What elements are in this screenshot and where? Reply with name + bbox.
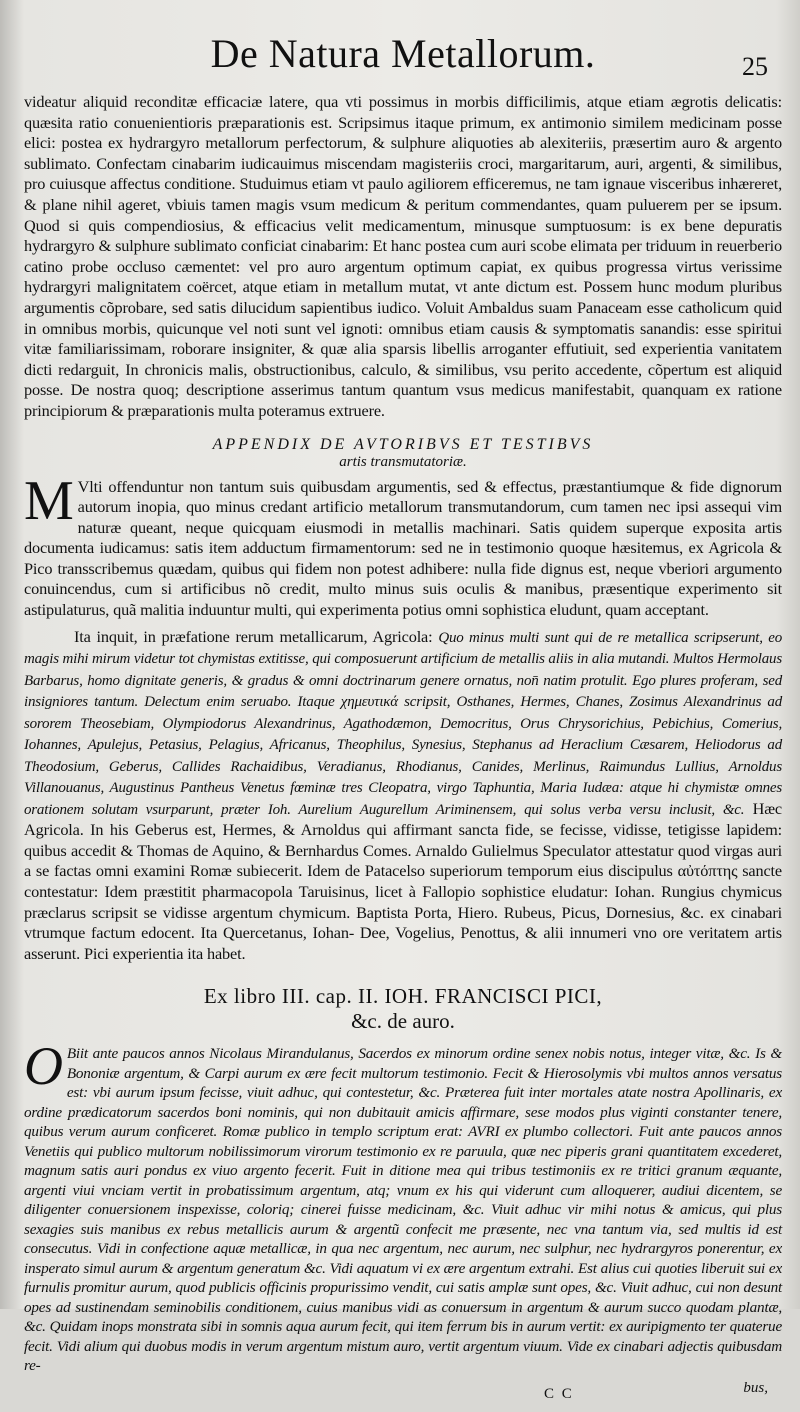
signature-mark: C C bbox=[544, 1385, 574, 1402]
drop-cap-m: M bbox=[24, 469, 74, 532]
appendix-subheading: artis transmutatoriæ. bbox=[339, 453, 467, 470]
paragraph-pico bbox=[24, 1036, 782, 1376]
paragraph-witnesses-text: Vlti offenduntur non tantum suis quibusdam argumentis, sed & effectus, præstantiumque & fide dignorum autorum inopia, quo minus credant artificio metallorum transmutandorum, cum tamen nec ipsi assequi vim naturæ queant, neque quicquam eiusmodi in metallis machinari. Satis quidem superque exposita artis documenta iudicamus: satis item adductum firmamentorum: sed ne in testimonio quoque hæsitemus, ex Agricola & Pico transscribemus quædam, quibus qui fidem non potest adhibere: nulla fide dignus est, neque vberiori argumento conuincendus, cum si artificibus nõ credit, multo minus suis oculis & manibus, præsentique experimento sit astipulaturus, quã malitia induuntur multi, qui experimenta potius omni sophistica eludunt, quam acceptant. bbox=[24, 476, 782, 620]
paragraph-witnesses bbox=[24, 469, 782, 621]
page-header bbox=[24, 0, 782, 92]
appendix-heading: APPENDIX DE AVTORIBVS ET TESTIBVS bbox=[212, 435, 594, 453]
page-footer bbox=[24, 1379, 782, 1412]
page-number: 25 bbox=[742, 52, 768, 81]
catchword: bus, bbox=[743, 1379, 768, 1396]
paragraph-agricola bbox=[24, 627, 782, 965]
paragraph-cinnabar: videatur aliquid reconditæ efficaciæ latere, qua vti possimus in morbis difficilimis, atque etiam ægrotis delicatis: quæsita ratio conuenientioris præparationis est. Scripsimus itaque primum, ex antimonio similem medicinam posse elici: postea ex hydrargyro metallorum perfectorum, & sulphure aliquoties ab alexiteriis, præsertim auro & argento sublimato. Confectam cinabarim iudicauimus miscendam magisteriis croci, margaritarum, auri, argenti, & similibus, pro cuiusque affectus conditione. Studuimus etiam vt paulo agiliorem efficeremus, ne tam ignaue visceribus inhæreret, & plane nihil ageret, vbiuis tamen magis vsum medicum & peritum commendantes, quam puluerem per se ipsum. Quod si quis compendiosius, & efficacius velit medicamentum, minusque sumptuosum: is ex bene depuratis hydrargyro & sulphure sublimato conficiat cinabarim: Et hanc postea cum auri scobe elimata per triduum in reuerberio catino probe occluso cæmentet: vel pro auro argentum optimum capiat, ex quibus progressa virtus verissime hydrargyri malignitatem coërcet, atque etiam in metallum mutat, vt ante dictum est. Possem hunc modum pluribus argumentis cõprobare, sed satis dilucidum sapientibus iudico. Voluit Ambaldus suam Panaceam esse catholicum quid in omnibus morbis, quicunque vel noti sunt vel ignoti: omnibus etiam causis & symptomatis sanandis: esse spiritui vitæ familiarissimam, roborare insigniter, & quæ alia sparsis libellis arroganter effutiuit, sed experientia vanitatem dicti redarguit, In chronicis malis, obstructionibus, calculo, & similibus, vsu perito accedente, cõpertum est aliquid posse. De nostra quoq; descriptione asserimus tantum quantum vsus medicus manifestabit, quanquam ex ratione principiorum & præparationis multa poteramus extruere. bbox=[24, 92, 782, 420]
agricola-tail: Hæc Agricola. In his Geberus est, Hermes, & Arnoldus qui affirmant sancta fide, se fecisse, vidisse, tetigisse lapidem: quibus accedit & Thomas de Aquino, & Bernhardus Comes. Arnaldo Gulielmus Speculator attestatur quod virgas auri a se factas omni examini Romæ subiecerit. Idem de Patacelso superiorum temporum eius discipulus αὐτόπτης sancte contestatur: Idem præstitit pharmacopola Taruisinus, licet à Fallopio sophistice eludatur: Iohan. Rungius chymicus præclarus scripsit se vidisse argentum chymicum. Baptista Porta, Hiero. Rubeus, Picus, Dornesius, &c. ex cinabari vtrumque factum edocent. Ita Quercetanus, Iohan- Dee, Vogelius, Penottus, & alii innumeri vno ore veritatem artis asserunt. Pici experientia ita habet. bbox=[24, 798, 782, 963]
section-subheading: &c. de auro. bbox=[351, 1009, 455, 1034]
section-heading: Ex libro III. cap. II. IOH. FRANCISCI PICI, bbox=[203, 984, 603, 1009]
paragraph-pico-text: Biit ante paucos annos Nicolaus Mirandulanus, Sacerdos ex minorum ordine senex nobis notus, integer vitæ, &c. Is & Bononiæ argentum, & Carpi aurum ex ære fecit multorum testimonio. Fecit & Hierosolymis vbi multos annos versatus est: vbi aurum ipsum fecisse, viuit adhuc, qui contestetur, &c. Præterea fuit inter mortales atate nostra Apollinaris, ex ordine prædicatorum sacerdos boni nominis, qui non dubitauit amicis affirmare, sese modos plus viginti constanter tenere, quibus verum aurum conficeret. Romæ publico in templo scriptum erat: AVRI ex plumbo collectori. Fuit ante paucos annos Venetiis qui publico multorum nobilissimorum virorum testimonio ex re paruula, quæ nec piperis grani quantitatem excederet, magnum satis auri pondus ex viuo argento fecerit. Fuit in ditione mea qui tribus testimoniis ex re tritici granum æquante, argenti viui vnciam vertit in probatissimum argentum, atq; vnum ex his qui viderunt cum alloquerer, audiui dicentem, se diligenter conuersionem inspexisse, coloriq; cinerei fuisse medicinam, &c. Viuit adhuc vir mihi notus & amicus, qui plus sexagies suis manibus ex rebus metallicis aurum & argentũ confecit me præsente, nec vna tantum via, sed multis id est consecutus. Vidi in confectione aquæ metallicæ, in qua nec argentum, nec aurum, nec sulphur, nec hydrargyros ponerentur, ex insperato simul aurum & argentum generatum &c. Vidi aquatum vi ex ære argentum extrahi. Est alius cui quoties liberuit sui ex furnulis promitur aurum, quod publicis officinis propurissimo vendit, cui satis amplæ sunt opes, &c. Viuit adhuc, cui non desunt opes ad sustinendam seminobilis conditionem, cuius manibus vidi as conuersum in argentum & aurum succo quodam plantæ, &c. Quidam inops monstrata sibi in somnis aqua aurum fecit, qui item ferrum bis in aurum vertit: ex auripigmento ter quaterue fecit. Vidi alium qui duobus modis in verum argentum mistum auro, vertit argentum viuum. Vide ex cinabari adjectis quibusdam re- bbox=[24, 1045, 782, 1375]
drop-cap-o: O bbox=[24, 1036, 63, 1097]
agricola-quote: Quo minus multi sunt qui de re metallica scripserunt, eo magis mihi mirum videtur tot chymistas extitisse, qui composuerunt artificium de metallis aliis in alia mutandi. Multos Hermolaus Barbarus, homo dignitate generis, & gradus & omni doctrinarum genere ornatus, non̄ natim protulit. Ego plures proferam, sed insigniores tantum. Delectum enim seruabo. Itaque χημευτικά scripsit, Osthanes, Hermes, Chanes, Zosimus Alexandrinus ad sororem Theosebiam, Olympiodorus Alexandrinus, Agathodæmon, Democritus, Orus Chrysorichius, Pebichius, Comerius, Iohannes, Apulejus, Petasius, Pelagius, Africanus, Theophilus, Synesius, Stephanus ad Heraclium Cæsarem, Heliodorus ad Theodosium, Geberus, Callides Rachaidibus, Veradianus, Rhodianus, Canides, Merlinus, Raimundus Lullius, Arnoldus Villanouanus, Augustinus Pantheus Venetus fœminæ tres Cleopatra, virgo Taphuntia, Maria Iudæa: atque hi chymistæ omnes orationem solutam vsurparunt, præter Ioh. Aurelium Augurellum Ariminensem, qui solus verba versu inclusit, &c. bbox=[24, 629, 782, 818]
agricola-lead: Ita inquit, in præfatione rerum metallicarum, Agricola: bbox=[74, 626, 439, 646]
running-title: De Natura Metallorum. bbox=[210, 31, 596, 76]
